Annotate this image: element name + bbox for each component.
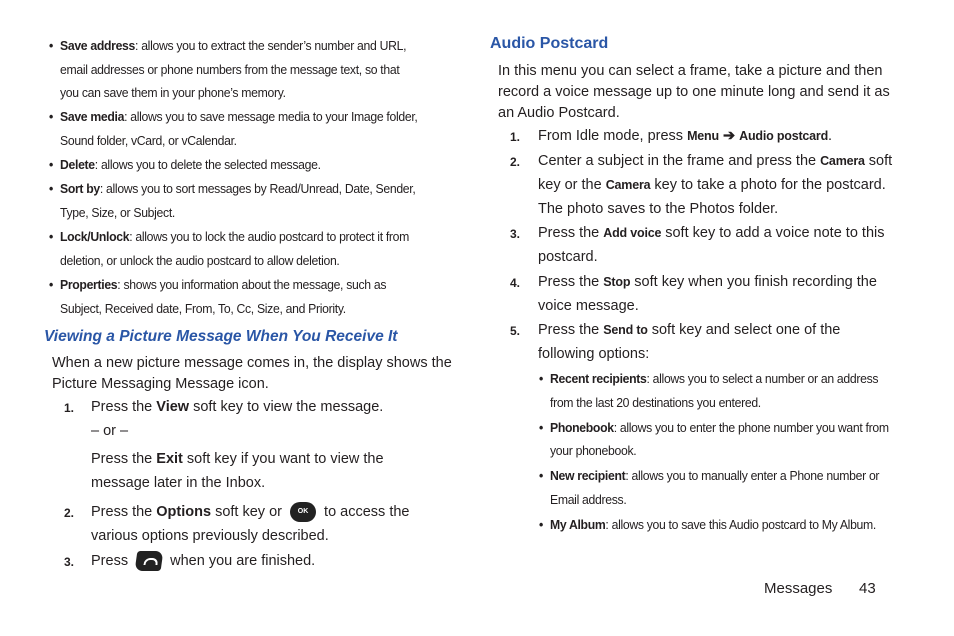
step-number: 2.: [64, 506, 75, 520]
list-item: • Lock/Unlock: allows you to lock the audio postcard to protect it from deletion, or unlock the audio postcard to allow deletion.: [60, 225, 418, 272]
section-heading-audio-postcard: Audio Postcard: [490, 35, 609, 52]
step-1-alternate: Press the Exit soft key if you want to view the message later in the Inbox.: [91, 451, 384, 491]
step-2: Press the Options soft key or OK to access the various options previously described.: [91, 504, 410, 544]
send-to-options-list: [550, 367, 902, 537]
step-number: 3.: [510, 227, 521, 241]
intro-paragraph: When a new picture message comes in, the display shows the Picture Messaging Message icon.: [52, 355, 452, 392]
step-number: 1.: [64, 401, 75, 415]
section-heading-picture-message: Viewing a Picture Message When You Receive It: [44, 328, 398, 345]
step-3: Press the Add voice soft key to add a voice note to this postcard.: [538, 225, 885, 265]
list-item: • Save media: allows you to save message media to your Image folder, Sound folder, vCard, or vCalendar.: [60, 105, 418, 152]
step-3: Press when you are finished.: [91, 549, 451, 573]
end-key-icon: [135, 551, 164, 571]
page-number: 43: [859, 580, 876, 597]
list-item: • New recipient: allows you to manually enter a Phone number or Email address.: [550, 464, 900, 511]
step-number: 3.: [64, 555, 75, 569]
footer-section-name: Messages: [764, 580, 833, 597]
list-item: • Delete: allows you to delete the selected message.: [60, 153, 418, 176]
step-number: 4.: [510, 276, 521, 290]
list-item: • Properties: shows you information about the message, such as Subject, Received date, From, To, Cc, Size, and Priority.: [60, 273, 418, 320]
list-item: • Save address: allows you to extract the sender’s number and URL, email addresses or phone numbers from the message text, so that you can save them in your phone’s memory.: [60, 34, 418, 104]
step-5: Press the Send to soft key and select one of the following options:: [538, 322, 841, 362]
step-4: Press the Stop soft key when you finish recording the voice message.: [538, 274, 877, 314]
or-separator: – or –: [91, 423, 129, 439]
list-item: • Recent recipients: allows you to select a number or an address from the last 20 destinations you entered.: [550, 367, 900, 414]
step-2: Center a subject in the frame and press the Camera soft key or the Camera key to take a photo for the postcard. The photo saves to the Photos folder.: [538, 153, 893, 217]
list-item: • Sort by: allows you to sort messages by Read/Unread, Date, Sender, Type, Size, or Subject.: [60, 177, 418, 224]
step-number: 1.: [510, 130, 521, 144]
list-item: • Phonebook: allows you to enter the phone number you want from your phonebook.: [550, 416, 900, 463]
step-number: 5.: [510, 324, 521, 338]
ok-key-icon: OK: [290, 502, 316, 522]
step-number: 2.: [510, 155, 521, 169]
step-1: Press the View soft key to view the message.: [91, 399, 384, 415]
options-bullet-list: [60, 34, 420, 321]
intro-paragraph: In this menu you can select a frame, take a picture and then record a voice message up to one minute long and send it as an Audio Postcard.: [498, 63, 890, 121]
list-item: • My Album: allows you to save this Audio postcard to My Album.: [550, 513, 900, 536]
step-1: From Idle mode, press Menu ➔ Audio postcard.: [538, 128, 833, 144]
